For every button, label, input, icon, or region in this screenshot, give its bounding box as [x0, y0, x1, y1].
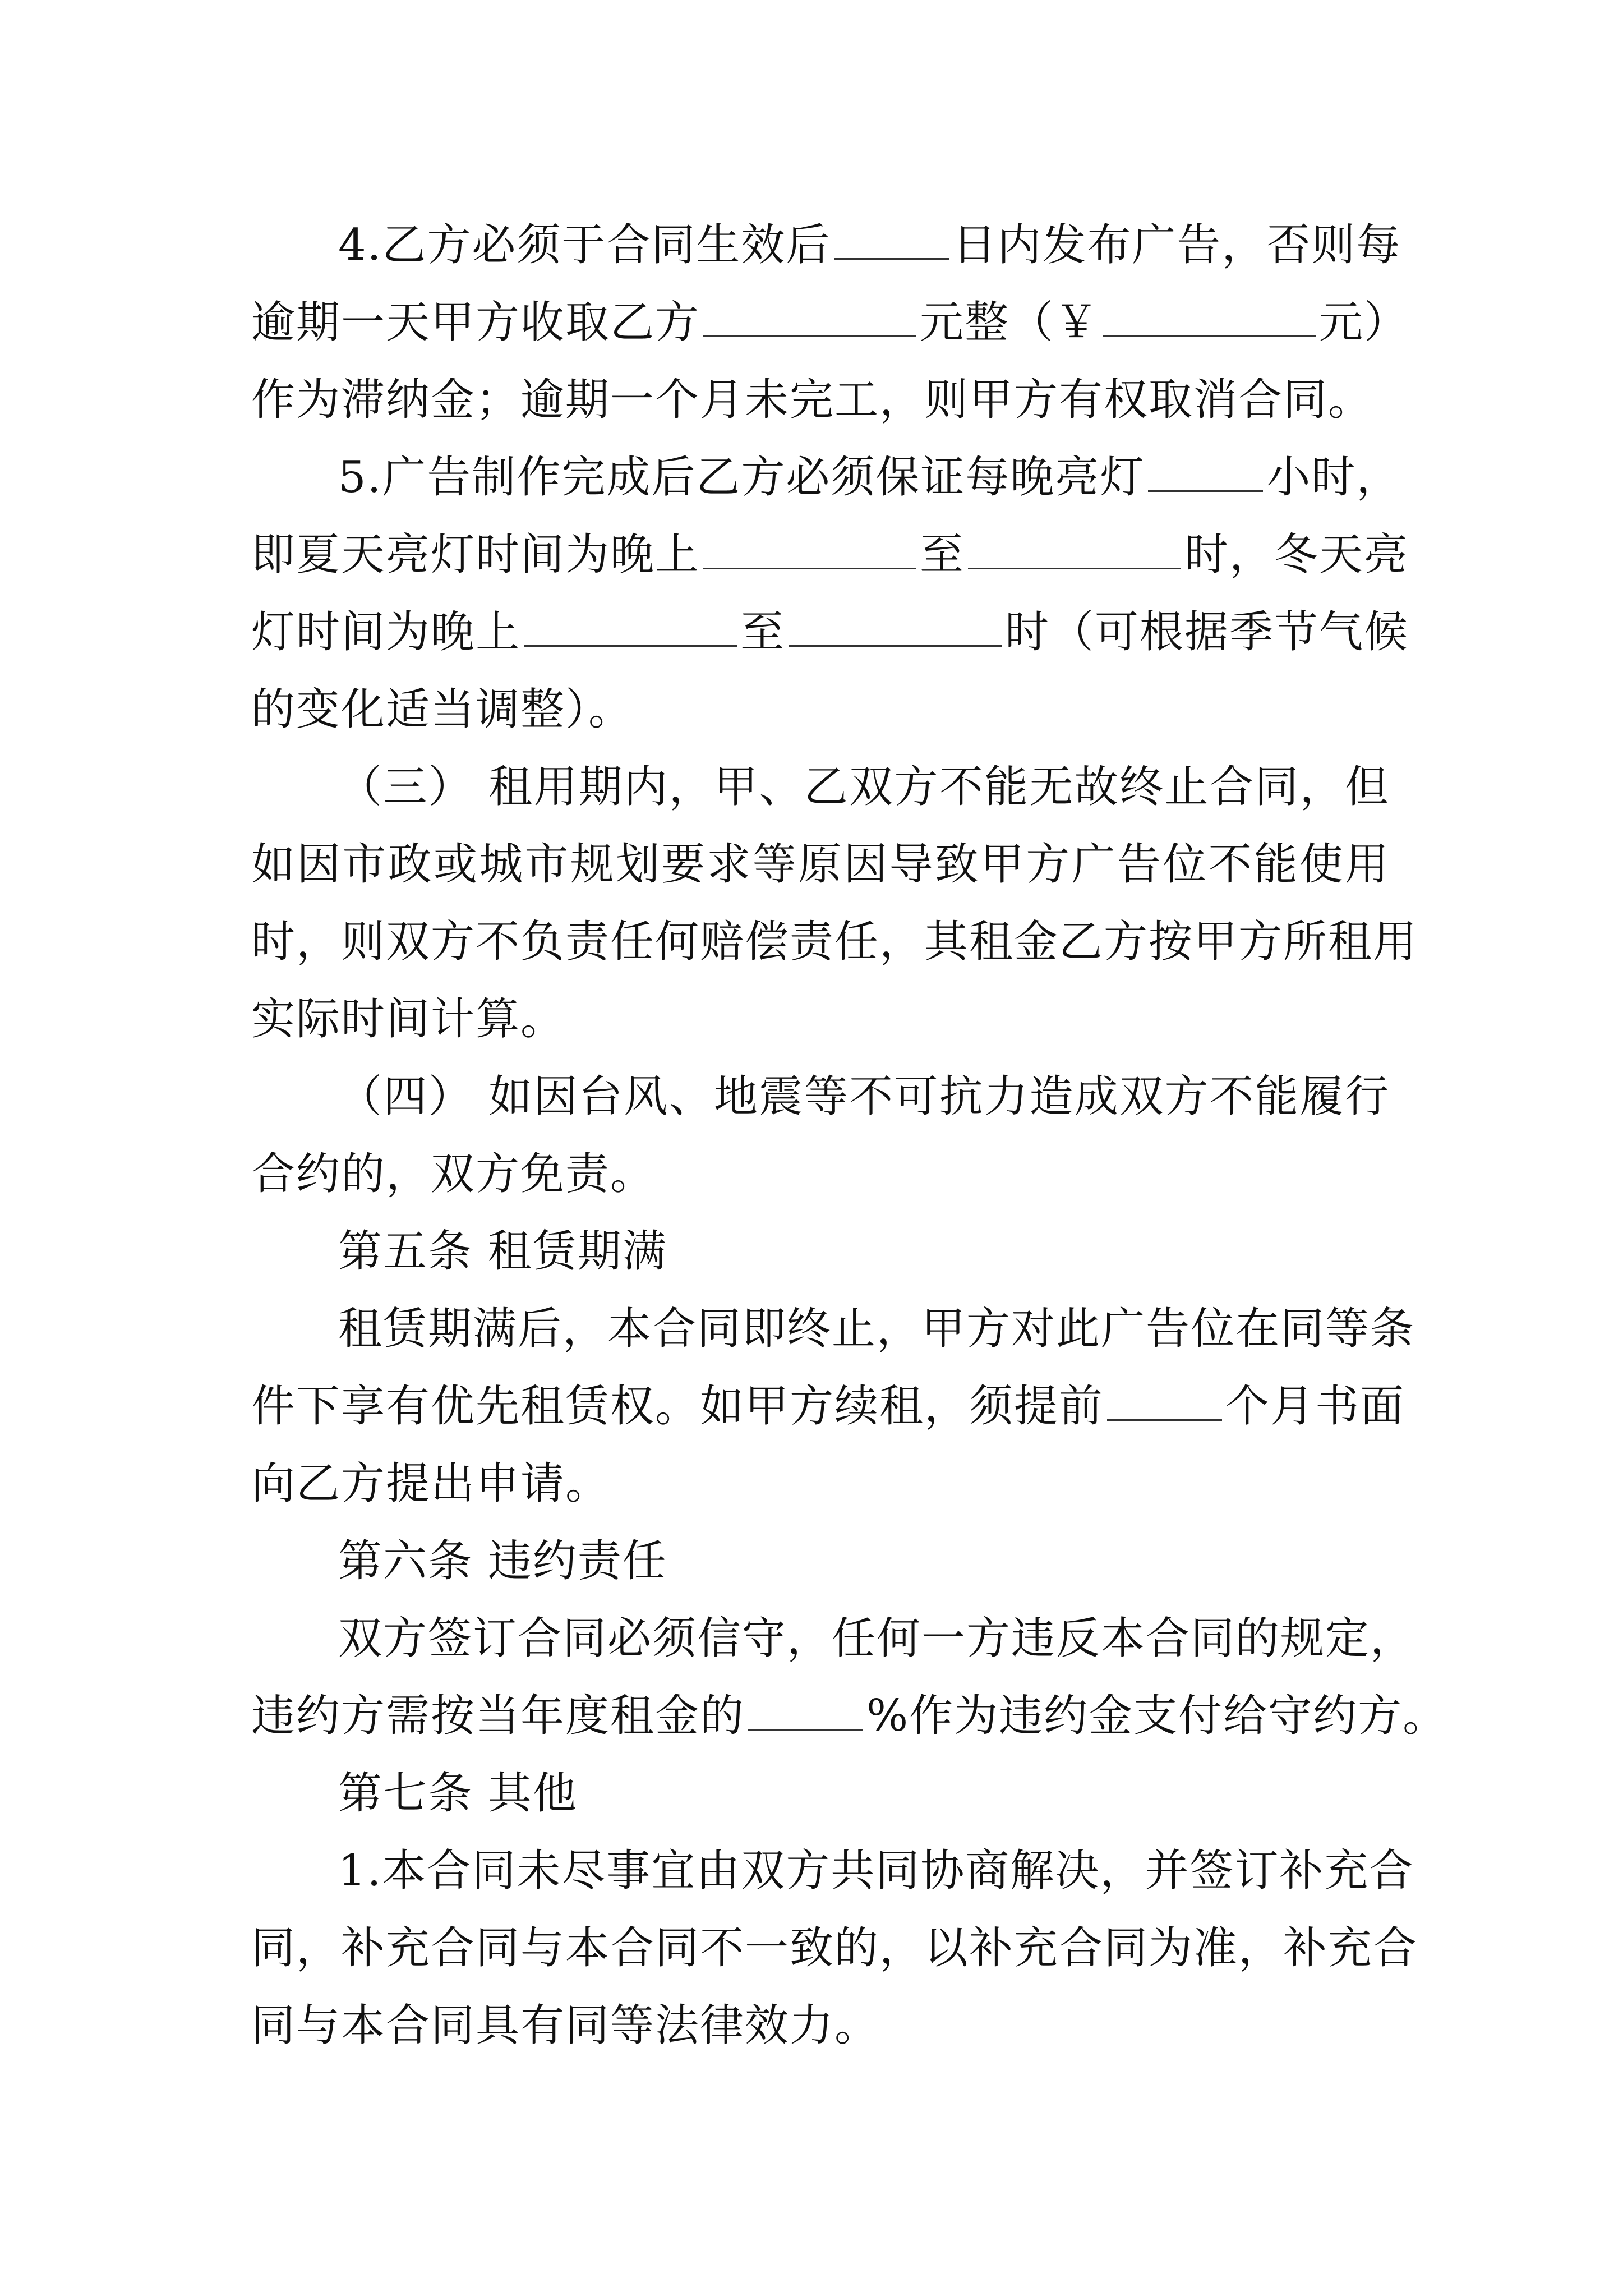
text-segment: 逾期一天甲方收取乙方 — [251, 297, 700, 348]
text-line — [251, 1910, 1418, 1987]
text-line — [251, 284, 1409, 361]
text-segment: 第七条 其他 — [338, 1768, 578, 1819]
text-line — [251, 981, 1390, 1058]
text-segment: 即夏天亮灯时间为晚上 — [251, 530, 700, 580]
fill-in-blank — [789, 610, 1002, 647]
fill-in-blank — [703, 533, 916, 569]
text-segment: 4.乙方必须于合同生效后 — [338, 220, 831, 270]
fill-in-blank — [524, 610, 737, 647]
text-segment: 件下享有优先租赁权。如甲方续租，须提前 — [251, 1381, 1104, 1432]
text-line — [338, 1600, 1415, 1677]
fill-in-blank — [968, 533, 1181, 569]
text-segment: 元整（￥ — [920, 297, 1100, 348]
fill-in-blank — [1107, 1384, 1222, 1421]
text-segment: 第六条 违约责任 — [338, 1536, 667, 1586]
text-segment: 时，冬天亮 — [1184, 530, 1409, 580]
text-segment: 违约方需按当年度租金的 — [251, 1691, 745, 1741]
text-line — [338, 439, 1401, 516]
text-segment: 合约的，双方免责。 — [251, 1149, 656, 1199]
fill-in-blank — [834, 223, 949, 260]
text-segment: 至 — [920, 530, 965, 580]
text-line — [251, 1987, 1390, 2064]
text-line — [338, 748, 1390, 826]
text-segment: %作为违约金支付给守约方。 — [866, 1691, 1448, 1741]
text-segment: 5.广告制作完成后乙方必须保证每晚亮灯 — [338, 452, 1145, 503]
section-heading — [338, 1755, 1390, 1832]
section-heading — [338, 1213, 1390, 1290]
text-line — [251, 1677, 1448, 1755]
text-line — [251, 671, 1390, 748]
text-segment: 元） — [1319, 297, 1409, 348]
text-segment: 时，则双方不负责任何赔偿责任，其租金乙方按甲方所租用 — [251, 917, 1418, 967]
fill-in-blank — [1148, 455, 1263, 492]
text-line — [338, 206, 1401, 284]
text-segment: 租赁期满后，本合同即终止，甲方对此广告位在同等条 — [338, 1304, 1415, 1354]
text-segment: 实际时间计算。 — [251, 994, 566, 1045]
text-segment: 个月书面 — [1225, 1381, 1405, 1432]
text-line — [251, 361, 1390, 439]
text-segment: 灯时间为晚上 — [251, 607, 521, 657]
text-line — [338, 1290, 1415, 1368]
text-segment: （四） 如因台风、地震等不可抗力造成双方不能履行 — [338, 1071, 1390, 1122]
text-line — [338, 1058, 1390, 1135]
fill-in-blank — [703, 301, 916, 337]
text-segment: 如因市政或城市规划要求等原因导致甲方广告位不能使用 — [251, 839, 1390, 890]
text-segment: 至 — [740, 607, 786, 657]
text-line — [251, 1135, 1390, 1213]
text-segment: 向乙方提出申请。 — [251, 1458, 611, 1509]
text-segment: 1.本合同未尽事宜由双方共同协商解决，并签订补充合 — [338, 1846, 1414, 1896]
text-segment: 同，补充合同与本合同不一致的，以补充合同为准，补充合 — [251, 1923, 1418, 1973]
text-segment: 同与本合同具有同等法律效力。 — [251, 2000, 880, 2051]
fill-in-blank — [1103, 301, 1316, 337]
text-segment: 小时， — [1266, 452, 1401, 503]
text-line — [251, 1445, 1390, 1522]
text-segment: 作为滞纳金；逾期一个月未完工，则甲方有权取消合同。 — [251, 375, 1373, 425]
text-line — [251, 516, 1409, 593]
text-segment: （三） 租用期内，甲、乙双方不能无故终止合同，但 — [338, 762, 1390, 812]
text-line — [251, 903, 1418, 981]
section-heading — [338, 1522, 1390, 1600]
text-line — [251, 826, 1390, 903]
text-segment: 第五条 租赁期满 — [338, 1226, 667, 1277]
text-line — [251, 593, 1409, 671]
text-segment: 日内发布广告，否则每 — [952, 220, 1401, 270]
text-segment: 双方签订合同必须信守，任何一方违反本合同的规定， — [338, 1613, 1415, 1664]
text-segment: 的变化适当调整）。 — [251, 684, 634, 735]
fill-in-blank — [748, 1694, 863, 1731]
text-segment: 时（可根据季节气候 — [1005, 607, 1409, 657]
text-line — [338, 1832, 1414, 1910]
text-line — [251, 1368, 1405, 1445]
